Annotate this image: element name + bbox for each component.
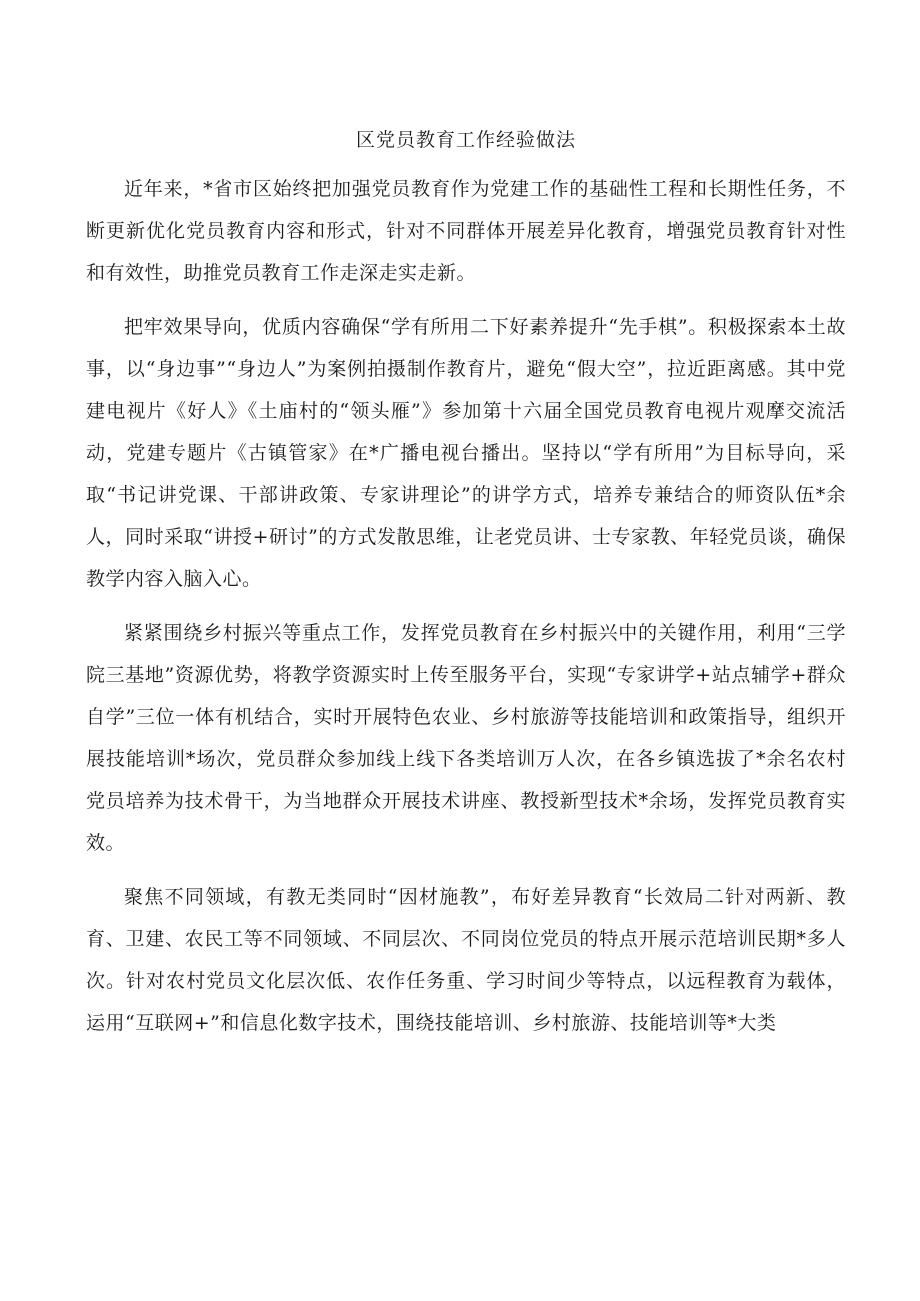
document-page <box>86 122 846 1056</box>
paragraph-differentiated-education: 聚焦不同领域，有教无类同时“因材施教”，布好差异教育“长效局二针对两新、教育、卫建、农民工等不同领域、不同层次、不同岗位党员的特点开展示范培训民期*多人次。针对农村党员文化层次低、农作任务重、学习时间少等特点，以远程教育为载体，运用“互联网+”和信息化数字技术，围绕技能培训、乡村旅游、技能培训等*大类 <box>86 886 846 1034</box>
document-title: 区党员教育工作经验做法 <box>355 129 576 151</box>
paragraph-rural-revitalization: 紧紧围绕乡村振兴等重点工作，发挥党员教育在乡村振兴中的关键作用，利用“三学院三基地”资源优势，将教学资源实时上传至服务平台，实现“专家讲学+站点辅学+群众自学”三位一体有机结合，实时开展特色农业、乡村旅游等技能培训和政策指导，组织开展技能培训*场次，党员群众参加线上线下各类培训万人次，在各乡镇选拔了*余名农村党员培养为技术骨干，为当地群众开展技术讲座、教授新型技术*余场，发挥党员教育实效。 <box>86 622 846 854</box>
paragraph-content-quality: 把牢效果导向，优质内容确保“学有所用二下好素养提升“先手棋”。积极探索本土故事，以“身边事”“身边人”为案例拍摄制作教育片，避免“假大空”，拉近距离感。其中党建电视片《好人》《土庙村的“领头雁”》参加第十六届全国党员教育电视片观摩交流活动，党建专题片《古镇管家》在*广播电视台播出。坚持以“学有所用”为目标导向，采取“书记讲党课、干部讲政策、专家讲理论”的讲学方式，培养专兼结合的师资队伍*余人，同时采取“讲授+研讨”的方式发散思维，让老党员讲、士专家教、年轻党员谈，确保教学内容入脑入心。 <box>86 316 846 590</box>
paragraph-intro: 近年来，*省市区始终把加强党员教育作为党建工作的基础性工程和长期性任务，不断更新优化党员教育内容和形式，针对不同群体开展差异化教育，增强党员教育针对性和有效性，助推党员教育工作走深走实走新。 <box>86 178 846 284</box>
